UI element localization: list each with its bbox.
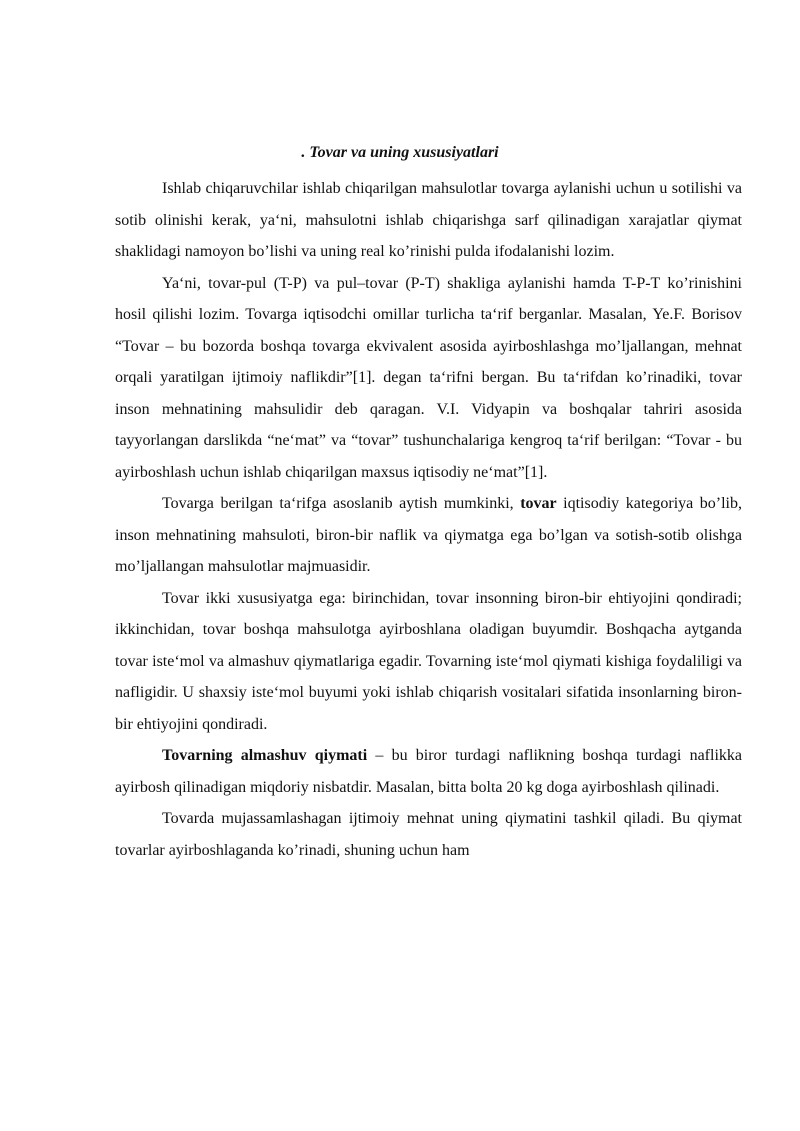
body-text [115,173,742,866]
paragraph-4: Tovar ikki xususiyatga ega: birinchidan, tovar insonning biron-bir ehtiyojini qondiradi; ikkinchidan, tovar boshqa mahsulotga ayirboshlana oladigan buyumdir. Boshqacha aytganda tovar iste‘mol va almashuv qiymatlariga egadir. Tovarning iste‘mol qiymati kishiga foydaliligi va nafligidir. U shaxsiy iste‘mol buyumi yoki ishlab chiqarish vositalari sifatida insonlarning biron-bir ehtiyojini qondiradi. [115,589,742,733]
section-title: . Tovar va uning xususiyatlari [301,144,499,161]
paragraph-6: Tovarda mujassamlashagan ijtimoiy mehnat uning qiymatini tashkil qiladi. Bu qiymat tovarlar ayirboshlaganda ko’rinadi, shuning uchun ham [115,810,742,859]
term-tovar: tovar [520,495,557,512]
paragraph-5 [115,740,742,803]
paragraph-2: Ya‘ni, tovar-pul (T-P) va pul–tovar (P-T) shakliga aylanishi hamda T-P-T ko’rinishini hosil qilishi lozim. Tovarga iqtisodchi omillar turlicha ta‘rif berganlar. Masalan, Ye.F. Borisov “Tovar – bu bozorda boshqa tovarga ekvivalent asosida ayirboshlashga mo’ljallangan, mehnat orqali yaratilgan ijtimoiy naflikdir”[1]. degan ta‘rifni bergan. Bu ta‘rifdan ko’rinadiki, tovar inson mehnatining mahsulidir deb qaragan. V.I. Vidyapin va boshqalar tahriri asosida tayyorlangan darslikda “ne‘mat” va “tovar” tushunchalariga kengroq ta‘rif berilgan: “Tovar - bu ayirboshlash uchun ishlab chiqarilgan maxsus iqtisodiy ne‘mat”[1]. [115,274,742,481]
term-almashuv-qiymati: Tovarning almashuv qiymati [162,747,368,764]
paragraph-1: Ishlab chiqaruvchilar ishlab chiqarilgan mahsulotlar tovarga aylanishi uchun u sotilishi va sotib olinishi kerak, ya‘ni, mahsulotni ishlab chiqarishga sarf qilinadigan xarajatlar qiymat shaklidagi namoyon bo’lishi va uning real ko’rinishi pulda ifodalanishi lozim. [115,180,742,260]
paragraph-5-rest: – bu biror turdagi naflikning boshqa turdagi naflikka ayirbosh qilinadigan miqdoriy nisbatdir. Masalan, bitta bolta 20 kg doga ayirboshlash qilinadi. [115,747,742,796]
paragraph-3 [115,488,742,583]
paragraph-3-rest: iqtisodiy kategoriya bo’lib, inson mehnatining mahsuloti, biron-bir naflik va qiymatga ega bo’lgan va sotish-sotib olishga mo’ljallangan mahsulotlar majmuasidir. [115,495,742,575]
paragraph-3-lead: Tovarga berilgan ta‘rifga asoslanib aytish mumkinki, [162,495,521,512]
